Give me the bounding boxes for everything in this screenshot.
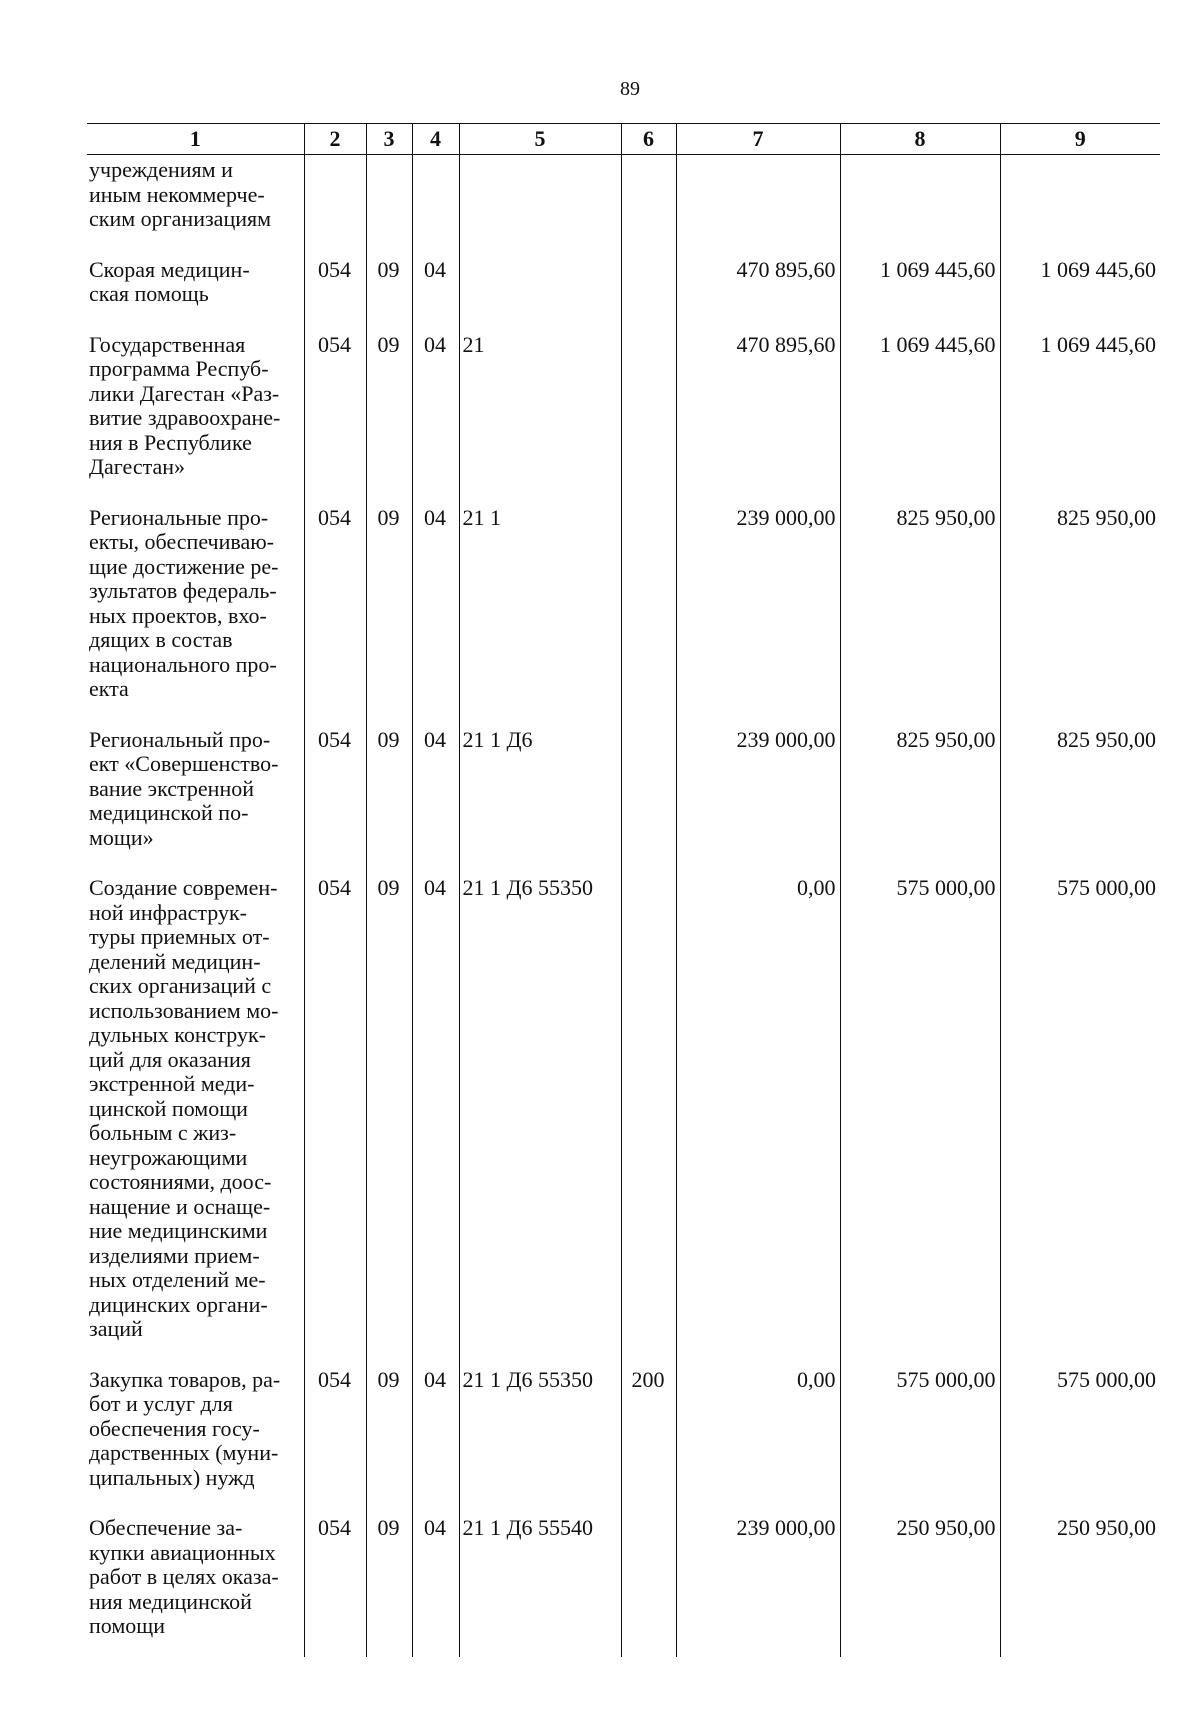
- code-subsection: 04: [412, 868, 459, 1360]
- code-target-article: 21 1 Д6 55350: [459, 1360, 621, 1509]
- amount-col9: 250 950,00: [1000, 1508, 1160, 1657]
- row-name: Региональные про- екты, обеспечиваю- щие достижение ре- зультатов федераль- ных проектов, вхо- дящих в состав национального про- екта: [89, 504, 279, 701]
- row-name: Создание современ- ной инфраструк- туры приемных от- делений медицин- ских организаций с использованием мо- дульных конструк- ций для оказания экстренной меди- цинской помощи больным с жиз- неугрожающими состояниями, доос- нащение и оснаще- ние медицинскими изделиями прием- ных отделений ме- дицинских органи- заций: [89, 875, 279, 1341]
- code-expense-type: [621, 155, 676, 250]
- code-section: 09: [366, 325, 412, 498]
- code-section: 09: [366, 720, 412, 869]
- column-header: 9: [1000, 124, 1160, 155]
- code-ministry: 054: [304, 868, 366, 1360]
- code-subsection: 04: [412, 720, 459, 869]
- column-header: 2: [304, 124, 366, 155]
- table-row: [87, 250, 1160, 325]
- row-name: Скорая медицин- ская помощь: [89, 256, 250, 306]
- table-row: [87, 868, 1160, 1360]
- code-target-article: [459, 250, 621, 325]
- code-subsection: [412, 155, 459, 250]
- table-row: [87, 325, 1160, 498]
- amount-col8: 1 069 445,60: [840, 250, 1000, 325]
- code-subsection: 04: [412, 1360, 459, 1509]
- row-name: Государственная программа Респуб- лики Дагестан «Раз- витие здравоохране- ния в Республике Дагестан»: [89, 331, 281, 479]
- table-header: [87, 124, 1160, 155]
- code-section: 09: [366, 868, 412, 1360]
- amount-col8: 825 950,00: [840, 720, 1000, 869]
- code-expense-type: [621, 720, 676, 869]
- column-header: 1: [87, 124, 304, 155]
- amount-col8: 825 950,00: [840, 498, 1000, 720]
- budget-table: [87, 123, 1160, 1657]
- code-ministry: 054: [304, 250, 366, 325]
- row-name: Региональный про- ект «Совершенство- вание экстренной медицинской по- мощи»: [89, 726, 279, 850]
- amount-col7: 239 000,00: [676, 1508, 840, 1657]
- row-name: Обеспечение за- купки авиационных работ в целях оказа- ния медицинской помощи: [89, 1515, 279, 1638]
- amount-col9: 1 069 445,60: [1000, 325, 1160, 498]
- amount-col7: 239 000,00: [676, 720, 840, 869]
- column-header: 3: [366, 124, 412, 155]
- column-header: 5: [459, 124, 621, 155]
- code-target-article: 21 1 Д6: [459, 720, 621, 869]
- column-header: 7: [676, 124, 840, 155]
- table-row: [87, 1508, 1160, 1657]
- code-expense-type: [621, 1508, 676, 1657]
- code-expense-type: [621, 868, 676, 1360]
- code-ministry: 054: [304, 720, 366, 869]
- column-header: 6: [621, 124, 676, 155]
- code-subsection: 04: [412, 498, 459, 720]
- code-target-article: 21 1: [459, 498, 621, 720]
- page-number: 89: [620, 78, 640, 100]
- code-target-article: 21 1 Д6 55350: [459, 868, 621, 1360]
- row-name: учреждениям и иным некоммерче- ским организациям: [89, 157, 272, 231]
- code-expense-type: [621, 250, 676, 325]
- amount-col9: 825 950,00: [1000, 498, 1160, 720]
- amount-col9: 575 000,00: [1000, 1360, 1160, 1509]
- table-row: [87, 1360, 1160, 1509]
- amount-col8: 575 000,00: [840, 868, 1000, 1360]
- code-ministry: 054: [304, 1360, 366, 1509]
- amount-col9: 825 950,00: [1000, 720, 1160, 869]
- amount-col9: 575 000,00: [1000, 868, 1160, 1360]
- code-ministry: 054: [304, 325, 366, 498]
- row-name: Закупка товаров, ра- бот и услуг для обеспечения госу- дарственных (муни- ципальных) нужд: [89, 1366, 281, 1490]
- amount-col7: 0,00: [676, 868, 840, 1360]
- column-header: 8: [840, 124, 1000, 155]
- code-subsection: 04: [412, 250, 459, 325]
- code-section: [366, 155, 412, 250]
- code-expense-type: 200: [621, 1360, 676, 1509]
- amount-col7: 239 000,00: [676, 498, 840, 720]
- table-row: [87, 720, 1160, 869]
- code-target-article: 21: [459, 325, 621, 498]
- code-target-article: 21 1 Д6 55540: [459, 1508, 621, 1657]
- amount-col8: 575 000,00: [840, 1360, 1000, 1509]
- amount-col8: 1 069 445,60: [840, 325, 1000, 498]
- column-header: 4: [412, 124, 459, 155]
- amount-col8: [840, 155, 1000, 250]
- code-ministry: [304, 155, 366, 250]
- table-row: [87, 155, 1160, 250]
- amount-col9: [1000, 155, 1160, 250]
- code-target-article: [459, 155, 621, 250]
- code-section: 09: [366, 1508, 412, 1657]
- code-ministry: 054: [304, 498, 366, 720]
- code-expense-type: [621, 498, 676, 720]
- code-section: 09: [366, 498, 412, 720]
- amount-col7: 470 895,60: [676, 325, 840, 498]
- code-section: 09: [366, 1360, 412, 1509]
- amount-col7: 470 895,60: [676, 250, 840, 325]
- code-subsection: 04: [412, 325, 459, 498]
- amount-col7: [676, 155, 840, 250]
- code-section: 09: [366, 250, 412, 325]
- amount-col8: 250 950,00: [840, 1508, 1000, 1657]
- code-expense-type: [621, 325, 676, 498]
- table-row: [87, 498, 1160, 720]
- code-ministry: 054: [304, 1508, 366, 1657]
- amount-col7: 0,00: [676, 1360, 840, 1509]
- amount-col9: 1 069 445,60: [1000, 250, 1160, 325]
- code-subsection: 04: [412, 1508, 459, 1657]
